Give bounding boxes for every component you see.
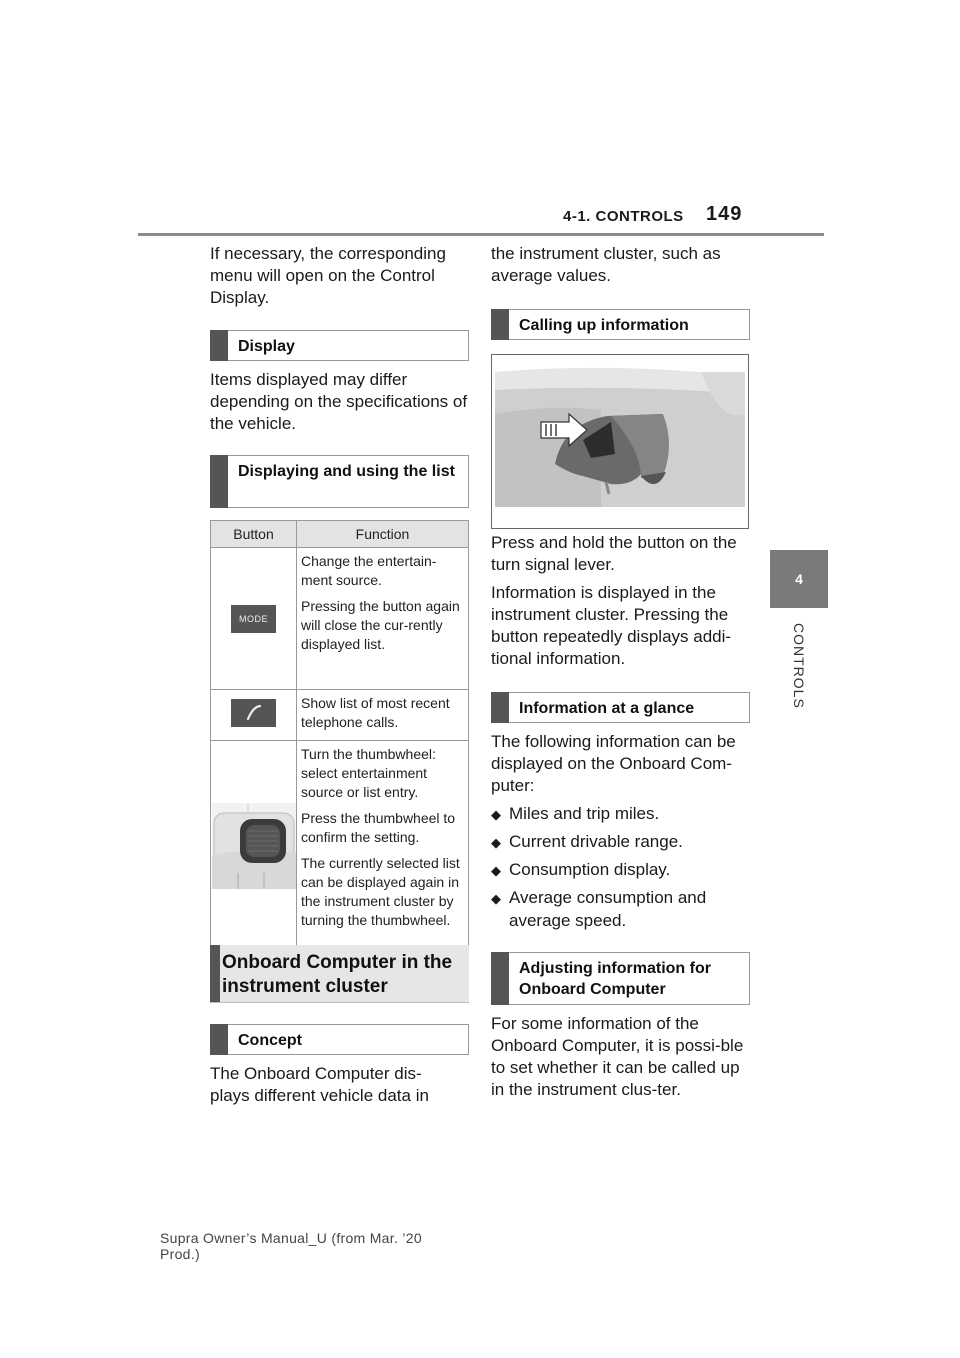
- header-rule: [138, 233, 824, 236]
- obc-heading: Onboard Computer in the instrument cluster: [222, 952, 453, 997]
- function-text: Show list of most recent telephone calls.: [301, 695, 450, 730]
- obc-heading-box: [210, 945, 469, 1003]
- bullet-icon: ◆: [491, 835, 501, 850]
- bullet-icon: ◆: [491, 891, 501, 906]
- section-title: 4-1. CONTROLS: [563, 208, 684, 225]
- adjust-text: For some information of the Onboard Computer, it is possi-ble to set whether it can be called up in the instrument clus-ter.: [491, 1014, 744, 1099]
- list-item: ◆ Consumption display.: [491, 859, 753, 882]
- concept-heading: Concept: [238, 1032, 302, 1049]
- col-function-header: Function: [297, 521, 469, 548]
- phone-icon: [231, 699, 276, 727]
- intro-text: If necessary, the corresponding menu will open on the Control Display.: [210, 244, 446, 307]
- bullet-icon: ◆: [491, 863, 501, 878]
- chapter-label: CONTROLS: [791, 623, 807, 709]
- continued-text: the instrument cluster, such as average values.: [491, 244, 721, 285]
- table-row: [211, 690, 469, 741]
- table-row: [211, 741, 469, 957]
- thumbwheel-illustration: [212, 803, 296, 889]
- function-text: Change the entertain-ment source.: [301, 553, 437, 588]
- function-text: Pressing the button again will close the cur-rently displayed list.: [301, 598, 460, 652]
- page-number: 149: [706, 203, 743, 225]
- footer-line: Prod.): [160, 1246, 200, 1262]
- info-text: Information is displayed in the instrument cluster. Pressing the button repeatedly displays addi-tional information.: [491, 583, 732, 668]
- table-row: [211, 548, 469, 690]
- list-heading-box: [210, 455, 469, 508]
- display-text: Items displayed may differ depending on the specifications of the vehicle.: [210, 370, 468, 433]
- display-heading-box: [210, 330, 469, 361]
- mode-button-icon: MODE: [231, 605, 276, 633]
- adjust-heading: Adjusting information for Onboard Computer: [519, 960, 711, 998]
- display-heading: Display: [238, 338, 295, 355]
- calling-heading-box: [491, 309, 750, 340]
- footer-line: Supra Owner’s Manual_U (from Mar. ’20: [160, 1230, 422, 1246]
- turn-signal-illustration: [491, 354, 749, 529]
- button-function-table: [210, 520, 469, 957]
- function-text: Press the thumbwheel to confirm the setting.: [301, 810, 456, 845]
- list-item: ◆ Miles and trip miles.: [491, 803, 753, 826]
- adjust-heading-box: [491, 952, 750, 1005]
- chapter-number: 4: [795, 571, 803, 587]
- concept-heading-box: [210, 1024, 469, 1055]
- glance-heading-box: [491, 692, 750, 723]
- bullet-icon: ◆: [491, 807, 501, 822]
- col-button-header: Button: [211, 521, 297, 548]
- calling-heading: Calling up information: [519, 317, 689, 334]
- chapter-tab: [770, 550, 828, 608]
- list-item: ◆ Average consumption and average speed.: [491, 888, 707, 930]
- footer: [160, 1230, 422, 1262]
- function-text: Turn the thumbwheel: select entertainment source or list entry.: [301, 746, 436, 800]
- press-text: Press and hold the button on the turn signal lever.: [491, 533, 737, 574]
- function-text: The currently selected list can be displayed again in the instrument cluster by turning the thumbwheel.: [301, 855, 460, 928]
- list-heading: Displaying and using the list: [238, 463, 455, 480]
- concept-text: The Onboard Computer dis-plays different vehicle data in: [210, 1064, 429, 1105]
- glance-text: The following information can be displayed on the Onboard Com-puter:: [491, 732, 736, 795]
- glance-heading: Information at a glance: [519, 700, 695, 717]
- list-item: ◆ Current drivable range.: [491, 831, 753, 854]
